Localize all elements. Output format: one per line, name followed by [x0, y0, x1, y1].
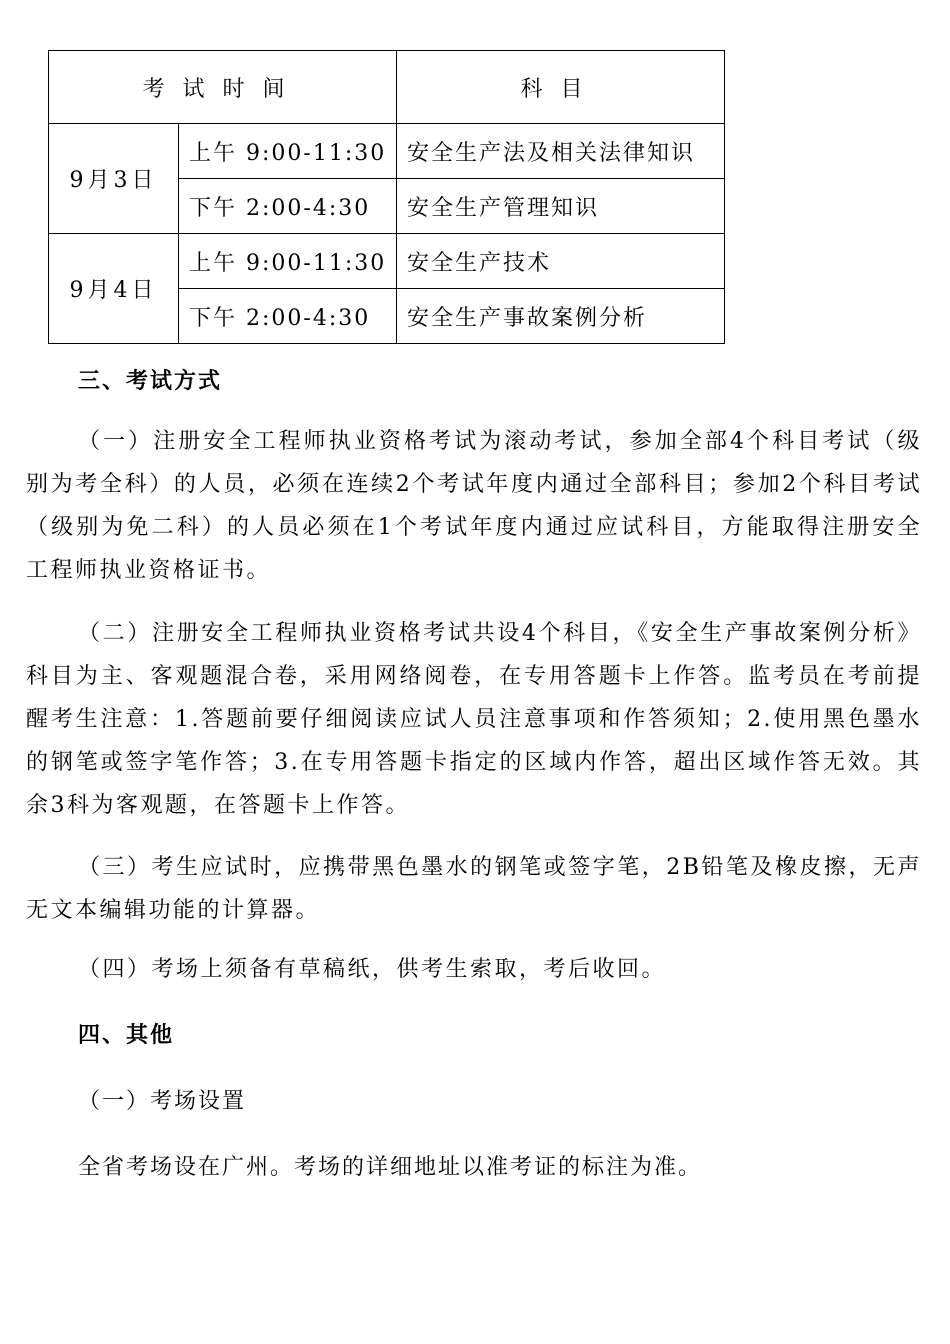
session-subject: 安全生产法及相关法律知识 [397, 124, 725, 179]
session-time: 下午 2:00-4:30 [179, 179, 397, 234]
exam-method-paragraph-1: （一）注册安全工程师执业资格考试为滚动考试，参加全部4个科目考试（级别为考全科）的人员，必须在连续2个考试年度内通过全部科目；参加2个科目考试（级别为免二科）的人员必须在1个考试年度内通过应试科目，方能取得注册安全工程师执业资格证书。 [26, 429, 922, 583]
venue-text: 全省考场设在广州。考场的详细地址以准考证的标注为准。 [78, 1155, 703, 1180]
table-row [49, 124, 725, 179]
table-row [49, 234, 725, 289]
header-exam-time: 考试时间 [49, 51, 397, 124]
exam-schedule-table [48, 50, 725, 344]
session-subject: 安全生产管理知识 [397, 179, 725, 234]
exam-method-paragraph-4: （四）考场上须备有草稿纸，供考生索取，考后收回。 [78, 957, 667, 982]
exam-date: 9月3日 [49, 124, 179, 234]
subsection-heading-venue: （一）考场设置 [78, 1089, 247, 1114]
table-header-row [49, 51, 725, 124]
session-subject: 安全生产技术 [397, 234, 725, 289]
exam-method-paragraph-3: （三）考生应试时，应携带黑色墨水的钢笔或签字笔，2B铅笔及橡皮擦，无声无文本编辑功能的计算器。 [26, 855, 922, 923]
exam-method-paragraph-2: （二）注册安全工程师执业资格考试共设4个科目，《安全生产事故案例分析》科目为主、客观题混合卷，采用网络阅卷，在专用答题卡上作答。监考员在考前提醒考生注意：1.答题前要仔细阅读应试人员注意事项和作答须知；2.使用黑色墨水的钢笔或签字笔作答；3.在专用答题卡指定的区域内作答，超出区域作答无效。其余3科为客观题，在答题卡上作答。 [26, 621, 922, 818]
session-time: 上午 9:00-11:30 [179, 124, 397, 179]
session-time: 下午 2:00-4:30 [179, 289, 397, 344]
session-subject: 安全生产事故案例分析 [397, 289, 725, 344]
session-time: 上午 9:00-11:30 [179, 234, 397, 289]
exam-date: 9月4日 [49, 234, 179, 344]
header-subject: 科目 [397, 51, 725, 124]
section-heading-other: 四、其他 [78, 1022, 175, 1048]
section-heading-exam-method: 三、考试方式 [78, 368, 223, 394]
